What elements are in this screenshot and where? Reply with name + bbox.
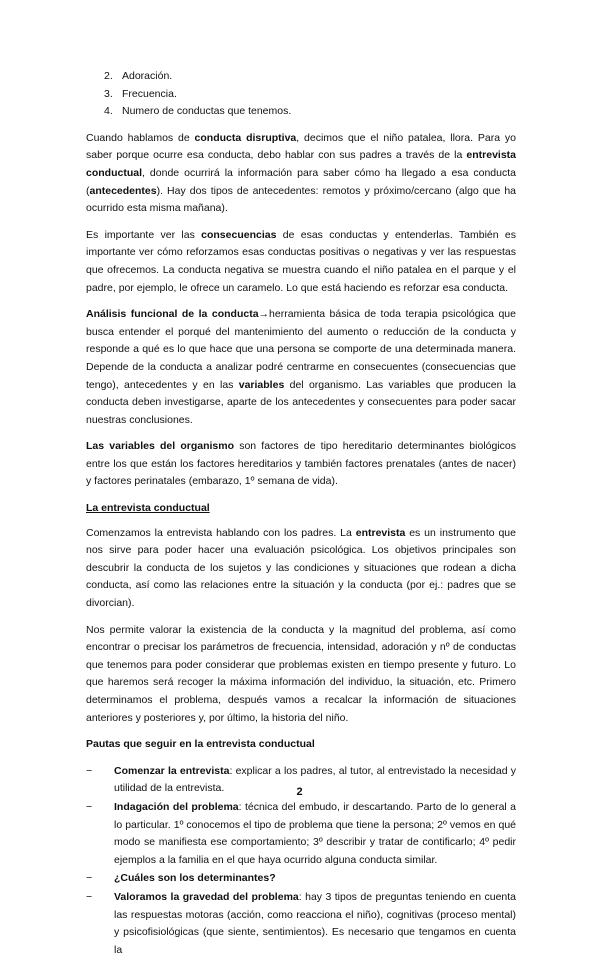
list-item: − Indagación del problema: técnica del embudo, ir descartando. Parto de lo general a lo particular. 1º conocemos el tipo de problema que tiene la persona; 2º vemos en qué modo se manifiesta ese comportamiento; 3º describir y tratar de contificarlo; 4º pedir ejemplos a la familia en el que haya ocurrido alguna conducta similar. <box>86 800 516 866</box>
paragraph-consecuencias: Es importante ver las consecuencias de esas conductas y entenderlas. También es importante ver cómo reforzamos esas conductas positivas o negativas y ver las respuestas que ofrecemos. La conducta negativa se muestra cuando el niño patalea en el parque y el padre, por ejemplo, le ofrece un caramelo. Lo que está haciendo es reforzar esa conducta. <box>86 228 516 294</box>
paragraph-conducta-disruptiva: Cuando hablamos de conducta disruptiva, decimos que el niño patalea, llora. Para yo saber porque ocurre esa conducta, debo hablar con sus padres a través de la entrevista conductual, donde ocurrirá la información para saber cómo ha llegado a esa conducta (antecedentes). Hay dos tipos de antecedentes: remotos y próximo/cercano (algo que ha ocurrido esta misma mañana). <box>86 131 516 215</box>
numbered-list <box>86 68 516 121</box>
list-item: − Valoramos la gravedad del problema: hay 3 tipos de preguntas teniendo en cuenta las respuestas motoras (acción, como reacciona el niño), cognitivas (proceso mental) y psicofisiológicas (que siente, sentimientos). Es necesario que tengamos en cuenta la <box>86 890 517 956</box>
list-item: 3. Frecuencia. <box>104 87 177 100</box>
document-page <box>86 68 516 960</box>
paragraph-analisis-funcional: Análisis funcional de la conducta→herramienta básica de toda terapia psicológica que busca entender el porqué del mantenimiento del aumento o reducción de la conducta y responde a qué es lo que hace que una persona se comporte de una determinada manera. Depende de la conducta a analizar podré centrarme en consecuentes (consecuencias que tengo), antecedentes y en las variables del organismo. Las variables que producen la conducta deben investigarse, aparte de los antecedentes y consecuentes para poder sacar nuestras conclusiones. <box>86 308 516 426</box>
section-heading-entrevista: La entrevista conductual <box>86 502 210 515</box>
list-item: − ¿Cuáles son los determinantes? <box>86 872 276 885</box>
paragraph-entrevista: Comenzamos la entrevista hablando con los padres. La entrevista es un instrumento que nos sirve para poder hacer una evaluación psicológica. Los objetivos principales son descubrir la conducta de los sujetos y las condiciones y situaciones que rodean a dicha conducta, así como las relaciones entre la situación y la conducta (por ej.: padres que se divorcian). <box>86 526 516 610</box>
section-heading-pautas: Pautas que seguir en la entrevista conductual <box>86 738 315 751</box>
page-number: 2 <box>296 786 303 798</box>
list-item: 4. Numero de conductas que tenemos. <box>104 105 292 118</box>
list-item: − Comenzar la entrevista: explicar a los padres, al tutor, al entrevistado la necesidad y utilidad de la entrevista. <box>86 764 516 795</box>
paragraph-valorar-existencia: Nos permite valorar la existencia de la conducta y la magnitud del problema, así como encontrar o precisar los parámetros de frecuencia, intensidad, adoración y nº de conductas que tenemos para poder considerar que problemas existen en tiempo presente y futuro. Lo que haremos será recoger la máxima información del individuo, la situación, etc. Primero determinamos el problema, después vamos a recalcar la información de situaciones anteriores y posteriores y, por último, la historia del niño. <box>86 623 516 724</box>
list-item: 2. Adoración. <box>104 70 173 82</box>
paragraph-variables-organismo: Las variables del organismo son factores de tipo hereditario determinantes biológicos entre los que están los factores hereditarios y también factores prenatales (antes de nacer) y factores perinatales (embarazo, 1º semana de vida). <box>86 440 516 488</box>
